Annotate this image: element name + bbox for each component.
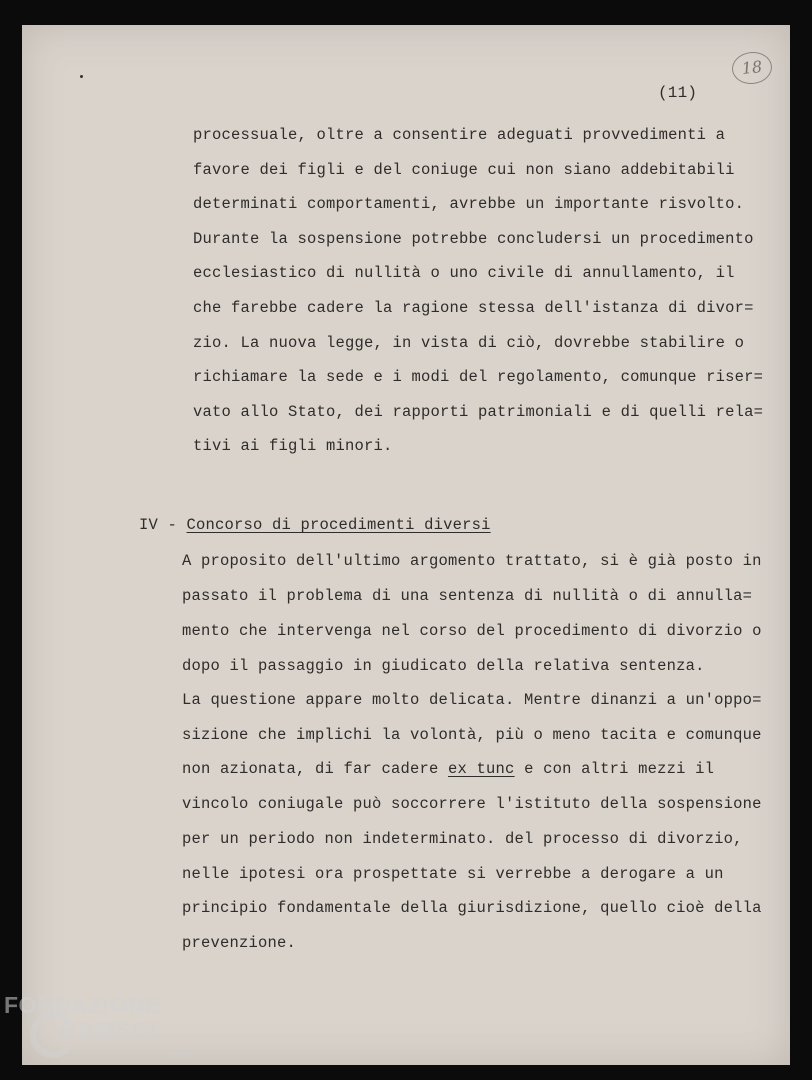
text-line (182, 760, 714, 778)
underlined-term: ex tunc (448, 760, 515, 779)
text-line: dopo il passaggio in giudicato della relativa sentenza. (182, 657, 705, 675)
watermark-line2: RAMSCI (60, 1016, 157, 1042)
watermark-line3: onlus (168, 1050, 192, 1061)
text-line: mento che intervenga nel corso del procedimento di divorzio o (182, 622, 762, 640)
text-line: zio. La nuova legge, in vista di ciò, dovrebbe stabilire o (193, 333, 745, 352)
section-title: Concorso di procedimenti diversi (186, 516, 491, 534)
text-line: La questione appare molto delicata. Mentre dinanzi a un'oppo= (182, 691, 762, 709)
text-segment: e con altri mezzi il (514, 760, 715, 779)
watermark-line1: FONDAZIONE (4, 992, 162, 1018)
text-line: che farebbe cadere la ragione stessa dell'istanza di divor= (193, 299, 754, 317)
text-line: determinati comportamenti, avrebbe un importante risvolto. (193, 195, 745, 214)
text-line: sizione che implichi la volontà, più o meno tacita e comunque (182, 725, 762, 744)
text-line: processuale, oltre a consentire adeguati provvedimenti a (193, 126, 726, 144)
text-line: principio fondamentale della giurisdizione, quello cioè della (182, 899, 762, 918)
text-line: vato allo Stato, dei rapporti patrimoniali e di quelli rela= (193, 402, 764, 421)
text-line: richiamare la sede e i modi del regolamento, comunque riser= (193, 368, 764, 387)
text-line: favore dei figli e del coniuge cui non siano addebitabili (193, 160, 735, 179)
text-line: prevenzione. (182, 933, 297, 952)
fondazione-gramsci-watermark (4, 992, 214, 1072)
text-line: tivi ai figli minori. (193, 437, 393, 456)
text-line: passato il problema di una sentenza di nullità o di annulla= (182, 587, 753, 605)
text-line: ecclesiastico di nullità o uno civile di annullamento, il (193, 264, 735, 283)
text-line: nelle ipotesi ora prospettate si verrebbe a derogare a un (182, 864, 724, 883)
section-number: IV - (139, 516, 178, 534)
handwritten-page-number: 18 (730, 50, 773, 86)
text-segment: non azionata, di far cadere (182, 760, 449, 779)
section-heading (139, 516, 491, 534)
ink-mark (80, 75, 83, 78)
document-page (22, 25, 790, 1065)
page-number: (11) (658, 84, 698, 102)
text-line: vincolo coniugale può soccorrere l'istituto della sospensione (182, 795, 762, 814)
text-line: per un periodo non indeterminato. del processo di divorzio, (182, 829, 743, 848)
text-line: Durante la sospensione potrebbe concludersi un procedimento (193, 229, 754, 248)
text-line: A proposito dell'ultimo argomento trattato, si è già posto in (182, 552, 762, 570)
